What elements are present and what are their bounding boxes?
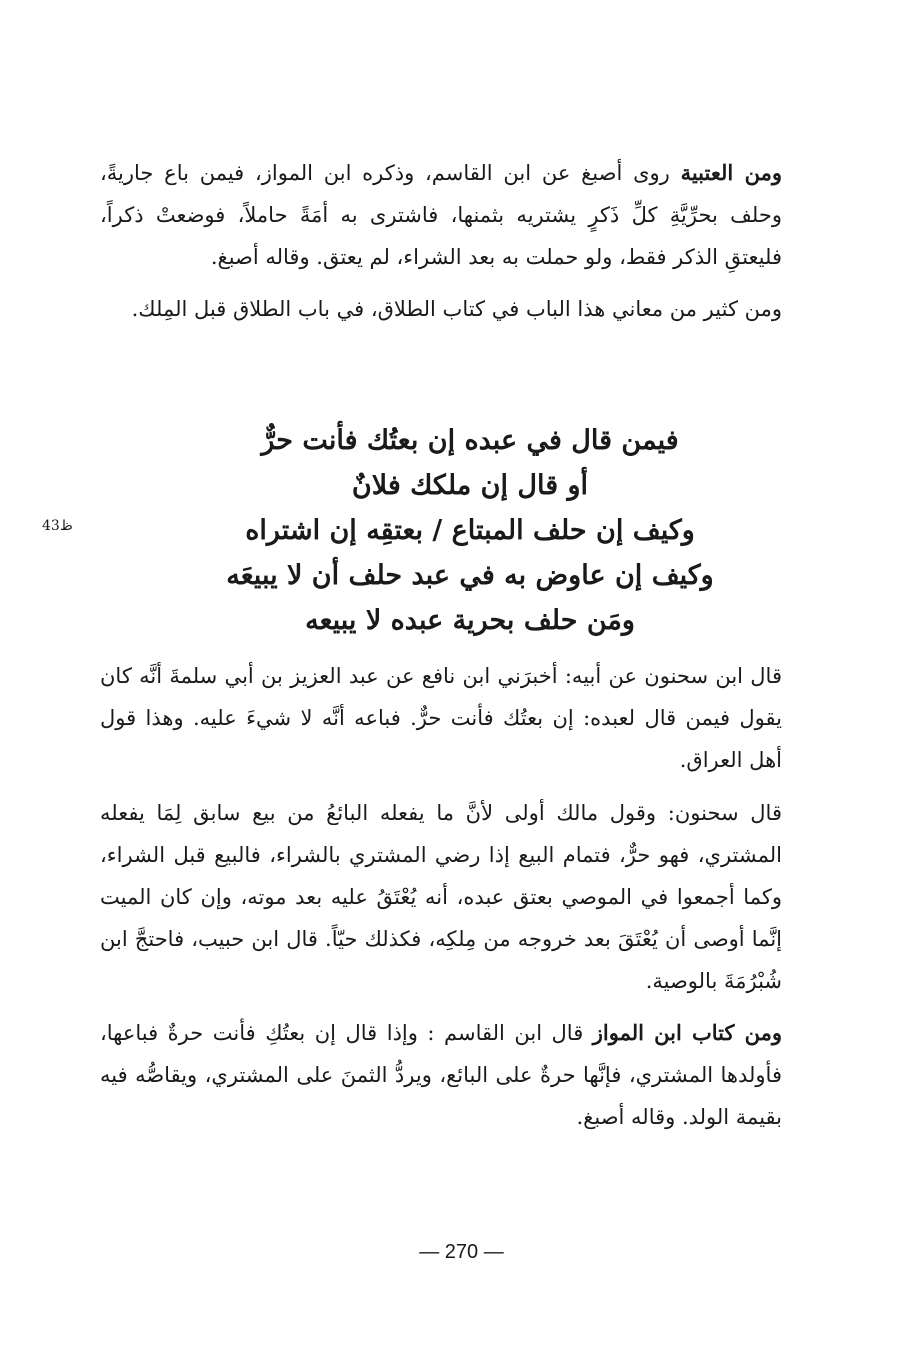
paragraph-2: [100, 288, 782, 330]
heading-line-4: وكيف إن عاوض به في عبد حلف أن لا يبيعَه: [226, 560, 714, 591]
paragraph-5: [100, 1012, 782, 1138]
paragraph-3-text: قال ابن سحنون عن أبيه: أخبرَني ابن نافع عن عبد العزيز بن أبي سلمةَ أنَّه كان يقول فيمن قال لعبده: إن بعتُك فأنت حرٌّ. فباعه أنَّه لا شيءَ عليه. وهذا قول أهل العراق.: [100, 664, 782, 772]
page-number: — 270 —: [419, 1241, 504, 1263]
paragraph-4-text: قال سحنون: وقول مالك أولى لأنَّ ما يفعله البائعُ من بيع سابق لِمَا يفعله المشتري، فهو حرٌّ، فتمام البيع إذا رضي المشتري بالشراء، فالبيع قبل الشراء، وكما أجمعوا في الموصي بعتق عبده، أنه يُعْتَقُ عليه بعد موته، وإن كان الميت إنَّما أوصى أن يُعْتَقَ بعد خروجه من مِلكِه، فكذلك حيّاً. قال ابن حبيب، فاحتجَّ ابن شُبْرُمَةَ بالوصية.: [100, 801, 782, 993]
paragraph-2-text: ومن كثير من معاني هذا الباب في كتاب الطلاق، في باب الطلاق قبل المِلك.: [131, 297, 782, 321]
paragraph-1-text: روى أصبغ عن ابن القاسم، وذكره ابن المواز، فيمن باع جاريةً، وحلف بحرِّيَّةِ كلِّ ذَكرٍ يشتريه بثمنها، فاشترى به أمَةً حاملاً، فوضعتْ ذكراً، فليعتقِ الذكر فقط، ولو حملت به بعد الشراء، لم يعتق. وقاله أصبغ.: [100, 161, 782, 269]
paragraph-1: [100, 152, 782, 278]
heading-line-5: ومَن حلف بحرية عبده لا يبيعه: [305, 605, 635, 636]
margin-note: ظ43: [42, 518, 73, 534]
heading-line-1: فيمن قال في عبده إن بعتُك فأنت حرٌّ: [261, 425, 679, 456]
heading-line-2: أو قال إن ملكك فلانٌ: [351, 470, 589, 501]
paragraph-4: [100, 792, 782, 1002]
paragraph-5-lead: ومن كتاب ابن المواز: [592, 1020, 782, 1045]
heading-line-3: وكيف إن حلف المبتاع / بعتقِه إن اشتراه: [245, 515, 695, 546]
section-heading: [150, 418, 790, 643]
paragraph-5-text: قال ابن القاسم : وإذا قال إن بعتُكِ فأنت حرةٌ فباعها، فأولدها المشتري، فإنَّها حرةٌ على البائع، ويردُّ الثمنَ على المشتري، ويقاصُّه فيه بقيمة الولد. وقاله أصبغ.: [100, 1021, 782, 1129]
paragraph-1-lead: ومن العتبية: [680, 160, 782, 185]
paragraph-3: [100, 655, 782, 781]
